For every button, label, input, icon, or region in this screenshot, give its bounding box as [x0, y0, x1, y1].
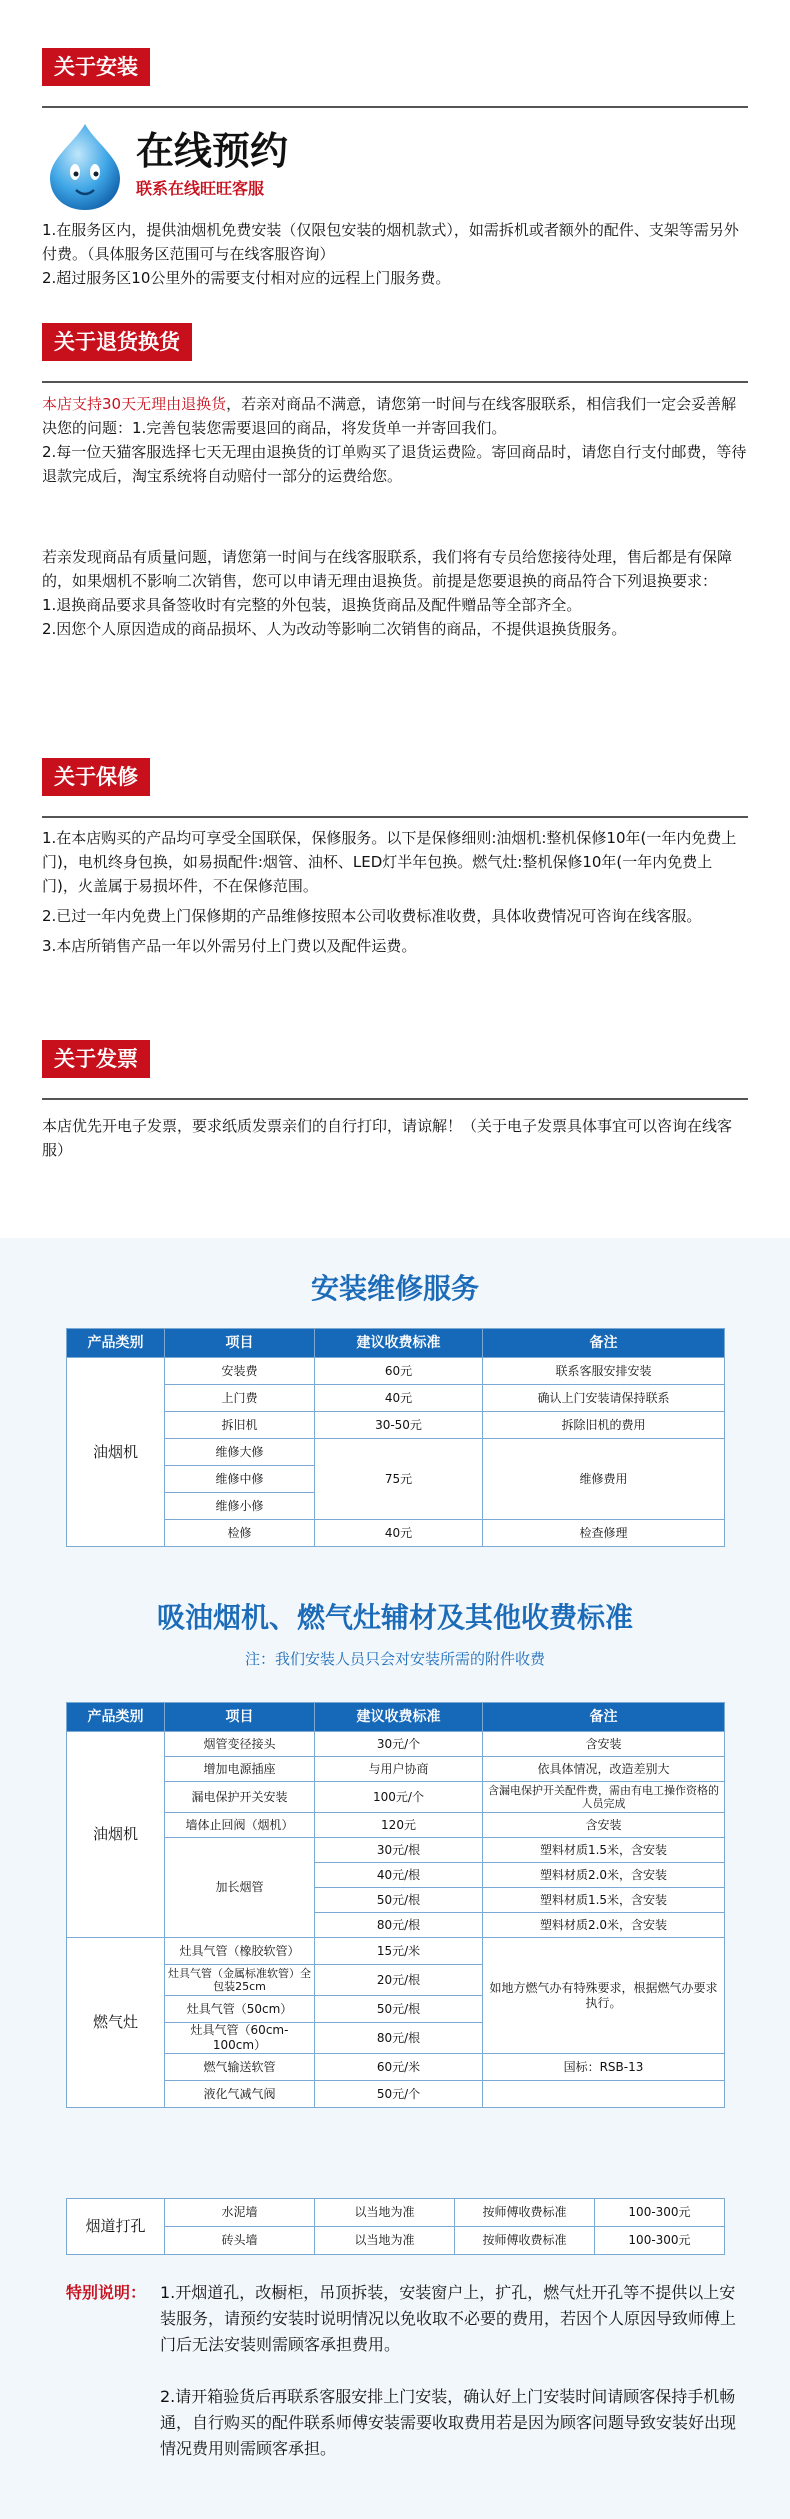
fees-title: 吸油烟机、燃气灶辅材及其他收费标准	[156, 1601, 633, 1634]
note-cell: 塑料材质1.5米，含安装	[483, 1838, 725, 1863]
install-text	[42, 218, 748, 290]
returns-p4: 1.退换商品要求具备签收时有完整的外包装，退换货商品及配件赠品等全部齐全。	[42, 596, 582, 614]
table-row	[67, 2081, 725, 2108]
price-cell: 与用户协商	[315, 1757, 483, 1782]
price-cell: 50元/根	[315, 1888, 483, 1913]
table-header: 产品类别	[67, 1703, 165, 1732]
install-tag: 关于安装	[42, 48, 150, 86]
fees-subtitle: 注：我们安装人员只会对安装所需的附件收费	[244, 1650, 545, 1668]
price-cell: 30-50元	[315, 1412, 483, 1439]
warranty-tag: 关于保修	[42, 758, 150, 796]
install-p1: 1.在服务区内，提供油烟机免费安装（仅限包安装的烟机款式），如需拆机或者额外的配件、支架等需另外付费。（具体服务区范围可与在线客服咨询）	[42, 221, 739, 263]
category-cell: 油烟机	[67, 1358, 165, 1547]
item-cell: 加长烟管	[165, 1838, 315, 1938]
cell: 按师傅收费标准	[455, 2199, 595, 2227]
item-cell: 灶具气管（60cm-100cm）	[165, 2023, 315, 2054]
returns-quality-text	[42, 545, 748, 641]
invoice-text: 本店优先开电子发票，要求纸质发票亲们的自行打印，请谅解！（关于电子发票具体事宜可以咨询在线客服）	[42, 1117, 733, 1159]
service-title: 安装维修服务	[310, 1272, 479, 1305]
special-note-label: 特别说明：	[66, 2283, 147, 2302]
item-cell: 液化气减气阀	[165, 2081, 315, 2108]
note-cell: 含漏电保护开关配件费，需由有电工操作资格的人员完成	[483, 1782, 725, 1813]
price-cell: 20元/根	[315, 1965, 483, 1996]
item-cell: 维修中修	[165, 1466, 315, 1493]
returns-section-header	[42, 323, 748, 361]
price-cell: 40元	[315, 1385, 483, 1412]
table-row	[67, 1838, 725, 1863]
item-cell: 灶具气管（橡胶软管）	[165, 1938, 315, 1965]
item-cell: 水泥墙	[165, 2199, 315, 2227]
price-cell: 120元	[315, 1813, 483, 1838]
returns-text	[42, 392, 748, 488]
warranty-section-header	[42, 758, 748, 796]
price-cell: 100-300元	[595, 2227, 725, 2255]
item-cell: 燃气输送软管	[165, 2054, 315, 2081]
note-cell: 维修费用	[483, 1439, 725, 1520]
item-cell: 砖头墙	[165, 2227, 315, 2255]
fees-table	[66, 1702, 725, 2108]
divider	[42, 106, 748, 108]
droplet-mascot-icon	[40, 120, 130, 212]
table-row	[67, 2199, 725, 2227]
item-cell: 增加电源插座	[165, 1757, 315, 1782]
returns-p3: 若亲发现商品有质量问题，请您第一时间与在线客服联系，我们将有专员给您接待处理，售后都是有保障的，如果烟机不影响二次销售，您可以申请无理由退换货。前提是您要退换的商品符合下列退换要求：	[42, 548, 733, 590]
invoice-section-header	[42, 1040, 748, 1078]
table-header: 建议收费标准	[315, 1703, 483, 1732]
table-row	[67, 1732, 725, 1757]
note-cell: 塑料材质1.5米，含安装	[483, 1888, 725, 1913]
note-cell: 塑料材质2.0米，含安装	[483, 1913, 725, 1938]
returns-tag: 关于退货换货	[42, 323, 192, 361]
table-header: 建议收费标准	[315, 1329, 483, 1358]
table-row	[67, 1782, 725, 1813]
table-row	[67, 1520, 725, 1547]
item-cell: 检修	[165, 1520, 315, 1547]
category-cell: 烟道打孔	[67, 2199, 165, 2255]
table-row	[67, 1439, 725, 1466]
flue-table	[66, 2198, 725, 2255]
note-cell: 含安装	[483, 1732, 725, 1757]
divider	[42, 1098, 748, 1100]
returns-p1	[42, 392, 748, 440]
table-row	[67, 1813, 725, 1838]
returns-p2: 2.每一位天猫客服选择七天无理由退换货的订单购买了退货运费险。寄回商品时，请您自行支付邮费，等待退款完成后，淘宝系统将自动赔付一部分的运费给您。	[42, 443, 747, 485]
invoice-tag: 关于发票	[42, 1040, 150, 1078]
returns-p1-rest: ，若亲对商品不满意，请您第一时间与在线客服联系，相信我们一定会妥善解决您的问题：1.完善包装您需要退回的商品，将发货单一并寄回我们。	[42, 395, 737, 437]
table-row	[67, 1938, 725, 1965]
note-cell: 联系客服安排安装	[483, 1358, 725, 1385]
price-cell: 50元/个	[315, 2081, 483, 2108]
note-cell: 检查修理	[483, 1520, 725, 1547]
price-cell: 80元/根	[315, 1913, 483, 1938]
item-cell: 维修小修	[165, 1493, 315, 1520]
returns-highlight: 本店支持30天无理由退换货	[42, 395, 227, 413]
price-cell: 75元	[315, 1439, 483, 1520]
note-cell	[483, 2081, 725, 2108]
item-cell: 烟管变径接头	[165, 1732, 315, 1757]
item-cell: 灶具气管（金属标准软管）全包装25cm	[165, 1965, 315, 1996]
table-row	[67, 2227, 725, 2255]
table-row	[67, 1358, 725, 1385]
warranty-p2: 2.已过一年内免费上门保修期的产品维修按照本公司收费标准收费，具体收费情况可咨询在线客服。	[42, 907, 702, 925]
category-cell: 油烟机	[67, 1732, 165, 1938]
item-cell: 灶具气管（50cm）	[165, 1996, 315, 2023]
item-cell: 漏电保护开关安装	[165, 1782, 315, 1813]
table-row	[67, 2054, 725, 2081]
install-p2: 2.超过服务区10公里外的需要支付相对应的远程上门服务费。	[42, 269, 451, 287]
table-row	[67, 1412, 725, 1439]
price-cell: 30元/根	[315, 1838, 483, 1863]
warranty-p1: 1.在本店购买的产品均可享受全国联保，保修服务。以下是保修细则:油烟机:整机保修10年(一年内免费上门)，电机终身包换，如易损配件:烟管、油杯、LED灯半年包换。燃气灶:整机保修10年(一年内免费上门)，火盖属于易损坏件，不在保修范围。	[42, 829, 737, 895]
item-cell: 安装费	[165, 1358, 315, 1385]
divider	[42, 381, 748, 383]
table-row	[67, 1757, 725, 1782]
price-cell: 60元	[315, 1358, 483, 1385]
note-cell: 确认上门安装请保持联系	[483, 1385, 725, 1412]
note-cell: 塑料材质2.0米，含安装	[483, 1863, 725, 1888]
table-header-row	[67, 1329, 725, 1358]
table-header-row	[67, 1703, 725, 1732]
note-cell: 国标：RSB-13	[483, 2054, 725, 2081]
category-cell: 燃气灶	[67, 1938, 165, 2108]
special-note-2: 2.请开箱验货后再联系客服安排上门安装，确认好上门安装时间请顾客保持手机畅通，自行购买的配件联系师傅安装需要收取费用若是因为顾客问题导致安装好出现情况费用则需顾客承担。	[160, 2387, 737, 2458]
price-cell: 15元/米	[315, 1938, 483, 1965]
price-cell: 100元/个	[315, 1782, 483, 1813]
warranty-text	[42, 826, 748, 958]
returns-p5: 2.因您个人原因造成的商品损坏、人为改动等影响二次销售的商品，不提供退换货服务。	[42, 620, 627, 638]
note-cell: 含安装	[483, 1813, 725, 1838]
item-cell: 维修大修	[165, 1439, 315, 1466]
table-header: 项目	[165, 1703, 315, 1732]
price-cell: 40元	[315, 1520, 483, 1547]
table-header: 备注	[483, 1329, 725, 1358]
price-cell: 60元/米	[315, 2054, 483, 2081]
item-cell: 上门费	[165, 1385, 315, 1412]
price-cell: 80元/根	[315, 2023, 483, 2054]
price-cell: 40元/根	[315, 1863, 483, 1888]
note-cell: 依具体情况，改造差别大	[483, 1757, 725, 1782]
table-header: 产品类别	[67, 1329, 165, 1358]
item-cell: 墙体止回阀（烟机）	[165, 1813, 315, 1838]
table-row	[67, 1385, 725, 1412]
cell: 以当地为准	[315, 2199, 455, 2227]
table-header: 备注	[483, 1703, 725, 1732]
note-cell: 如地方燃气办有特殊要求，根据燃气办要求执行。	[483, 1938, 725, 2054]
item-cell: 拆旧机	[165, 1412, 315, 1439]
price-cell: 50元/根	[315, 1996, 483, 2023]
cell: 按师傅收费标准	[455, 2227, 595, 2255]
logo-title: 在线预约	[136, 129, 289, 173]
warranty-p3: 3.本店所销售产品一年以外需另付上门费以及配件运费。	[42, 937, 417, 955]
divider	[42, 816, 748, 818]
special-note-1: 1.开烟道孔，改橱柜，吊顶拆装，安装窗户上，扩孔，燃气灶开孔等不提供以上安装服务，请预约安装时说明情况以免收取不必要的费用，若因个人原因导致师傅上门后无法安装则需顾客承担费用。	[160, 2283, 737, 2354]
note-cell: 拆除旧机的费用	[483, 1412, 725, 1439]
cell: 以当地为准	[315, 2227, 455, 2255]
install-section-header	[42, 48, 748, 86]
price-cell: 100-300元	[595, 2199, 725, 2227]
service-table	[66, 1328, 725, 1547]
logo-subtitle[interactable]: 联系在线旺旺客服	[136, 179, 265, 198]
price-cell: 30元/个	[315, 1732, 483, 1757]
table-header: 项目	[165, 1329, 315, 1358]
